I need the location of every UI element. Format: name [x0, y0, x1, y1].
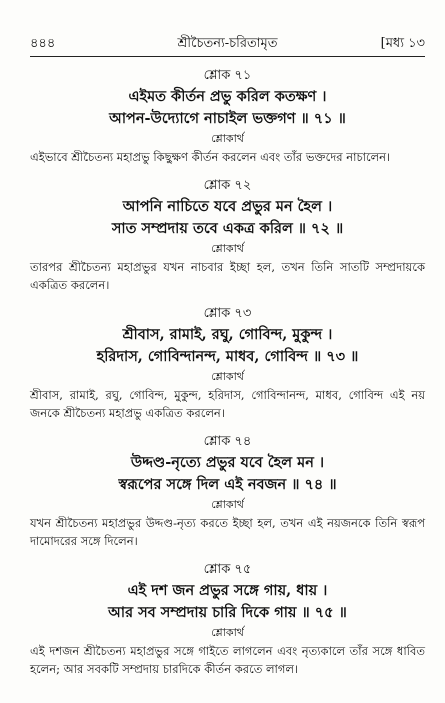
verse-section-74: [30, 432, 425, 550]
translation-text: এই দশজন শ্রীচৈতন্য মহাপ্রভুর সঙ্গে গাইতে লাগলেন এবং নৃত্যকালে তাঁর সঙ্গে ধাবিত হলেন; আর সবকটি সম্প্রদায় চারদিকে কীর্তন করতে লাগল।: [30, 644, 425, 676]
verse-heading: শ্লোক ৭২: [203, 178, 252, 193]
verse-heading: শ্লোক ৭৩: [203, 306, 252, 321]
translation-label: শ্লোকার্থ: [211, 242, 244, 255]
verse-line: উদ্দণ্ড-নৃত্যে প্রভুর যবে হৈল মন ।: [130, 454, 325, 471]
translation-label: শ্লোকার্থ: [211, 132, 244, 145]
running-header: [30, 34, 425, 54]
verse-line: সাত সম্প্রদায় তবে একত্র করিল ॥ ৭২ ॥: [111, 220, 344, 237]
verse-heading: শ্লোক ৭৪: [203, 434, 252, 449]
verse-section-72: [30, 176, 425, 294]
translation-text: শ্রীবাস, রামাই, রঘু, গোবিন্দ, মুকুন্দ, হরিদাস, গোবিন্দানন্দ, মাধব, গোবিন্দ এই নয় জনকে শ্রীচৈতন্য মহাপ্রভু একত্রিত করলেন।: [30, 388, 425, 420]
verse-line: আপন-উদ্যোগে নাচাইল ভক্তগণ ॥ ৭১ ॥: [109, 110, 346, 127]
translation-text: যখন শ্রীচৈতন্য মহাপ্রভুর উদ্দণ্ড-নৃত্য করতে ইচ্ছা হল, তখন এই নয়জনকে তিনি স্বরূপ দামোদরের সঙ্গে দিলেন।: [30, 516, 425, 548]
translation-text: তারপর শ্রীচৈতন্য মহাপ্রভুর যখন নাচবার ইচ্ছা হল, তখন তিনি সাতটি সম্প্রদায়কে একত্রিত করলেন।: [30, 260, 425, 292]
verse-section-71: [30, 66, 425, 166]
verse-section-73: [30, 304, 425, 422]
translation-label: শ্লোকার্থ: [211, 626, 244, 639]
verse-line: শ্রীবাস, রামাই, রঘু, গোবিন্দ, মুকুন্দ ।: [122, 326, 333, 343]
verse-section-75: [30, 560, 425, 678]
translation-label: শ্লোকার্থ: [211, 370, 244, 383]
page-content: [30, 66, 425, 688]
header-rule: [30, 56, 425, 57]
chapter-label: [মধ্য ১৩: [380, 36, 425, 51]
verse-line: হরিদাস, গোবিন্দানন্দ, মাধব, গোবিন্দ ॥ ৭৩ ॥: [96, 348, 359, 365]
verse-line: স্বরূপের সঙ্গে দিল এই নবজন ॥ ৭৪ ॥: [118, 476, 337, 493]
verse-line: আপনি নাচিতে যবে প্রভুর মন হৈল ।: [122, 198, 333, 215]
verse-line: এইমত কীর্তন প্রভু করিল কতক্ষণ ।: [128, 88, 327, 105]
verse-line: আর সব সম্প্রদায় চারি দিকে গায় ॥ ৭৫ ॥: [108, 604, 347, 621]
page-number: ৪৪৪: [30, 36, 56, 51]
translation-text: এইভাবে শ্রীচৈতন্য মহাপ্রভু কিছুক্ষণ কীর্তন করলেন এবং তাঁর ভক্তদের নাচালেন।: [30, 150, 391, 164]
verse-line: এই দশ জন প্রভুর সঙ্গে গায়, ধায় ।: [127, 582, 328, 599]
verse-heading: শ্লোক ৭৫: [203, 562, 252, 577]
verse-heading: শ্লোক ৭১: [203, 68, 252, 83]
translation-label: শ্লোকার্থ: [211, 498, 244, 511]
book-title: শ্রীচৈতন্য-চরিতামৃত: [177, 36, 278, 51]
